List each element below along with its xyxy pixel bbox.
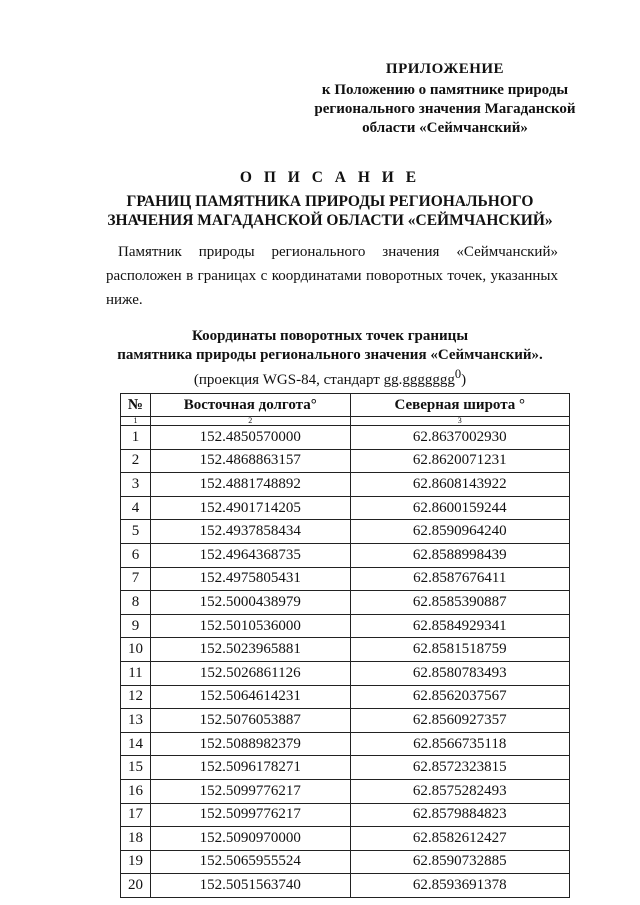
point-number-cell: 5	[121, 520, 151, 544]
longitude-cell: 152.4881748892	[150, 473, 350, 497]
table-caption	[60, 327, 600, 390]
latitude-cell: 62.8562037567	[350, 685, 569, 709]
latitude-cell: 62.8579884823	[350, 803, 569, 827]
point-number-cell: 15	[121, 756, 151, 780]
point-number-cell: 6	[121, 543, 151, 567]
table-row	[121, 473, 570, 497]
appendix-block	[300, 60, 590, 138]
caption-close: )	[461, 372, 467, 388]
longitude-cell: 152.4850570000	[150, 426, 350, 450]
point-number-cell: 19	[121, 850, 151, 874]
latitude-cell: 62.8585390887	[350, 591, 569, 615]
longitude-cell: 152.4901714205	[150, 496, 350, 520]
longitude-cell: 152.5023965881	[150, 638, 350, 662]
point-number-cell: 2	[121, 449, 151, 473]
latitude-cell: 62.8575282493	[350, 779, 569, 803]
point-number-cell: 7	[121, 567, 151, 591]
point-number-cell: 11	[121, 661, 151, 685]
longitude-cell: 152.5051563740	[150, 874, 350, 898]
latitude-cell: 62.8584929341	[350, 614, 569, 638]
index-cell: 3	[350, 417, 569, 426]
longitude-cell: 152.5076053887	[150, 709, 350, 733]
longitude-cell: 152.4975805431	[150, 567, 350, 591]
longitude-cell: 152.5026861126	[150, 661, 350, 685]
header-latitude: Северная широта °	[350, 394, 569, 417]
table-row	[121, 685, 570, 709]
longitude-cell: 152.5000438979	[150, 591, 350, 615]
latitude-cell: 62.8620071231	[350, 449, 569, 473]
table-row	[121, 827, 570, 851]
title-line-1: О П И С А Н И Е	[239, 169, 421, 186]
table-header-row	[121, 394, 570, 417]
latitude-cell: 62.8637002930	[350, 426, 569, 450]
longitude-cell: 152.5090970000	[150, 827, 350, 851]
point-number-cell: 3	[121, 473, 151, 497]
table-row	[121, 779, 570, 803]
longitude-cell: 152.5010536000	[150, 614, 350, 638]
document-title	[60, 168, 600, 230]
table-caption-line-2: памятника природы регионального значения «Сеймчанский».	[117, 347, 543, 363]
caption-degree-sup: 0	[454, 367, 462, 381]
point-number-cell: 8	[121, 591, 151, 615]
latitude-cell: 62.8572323815	[350, 756, 569, 780]
table-row	[121, 732, 570, 756]
latitude-cell: 62.8608143922	[350, 473, 569, 497]
latitude-cell: 62.8593691378	[350, 874, 569, 898]
table-row	[121, 591, 570, 615]
intro-paragraph: Памятник природы регионального значения «Сеймчанский» расположен в границах с координатами поворотных точек, указанных ниже.	[106, 244, 558, 308]
longitude-cell: 152.4868863157	[150, 449, 350, 473]
title-line-2: ГРАНИЦ ПАМЯТНИКА ПРИРОДЫ РЕГИОНАЛЬНОГО	[126, 193, 534, 210]
point-number-cell: 13	[121, 709, 151, 733]
table-row	[121, 496, 570, 520]
table-row	[121, 874, 570, 898]
table-body	[121, 426, 570, 898]
latitude-cell: 62.8600159244	[350, 496, 569, 520]
longitude-cell: 152.4964368735	[150, 543, 350, 567]
latitude-cell: 62.8560927357	[350, 709, 569, 733]
point-number-cell: 4	[121, 496, 151, 520]
appendix-line-3: области «Сеймчанский»	[362, 120, 528, 136]
header-longitude: Восточная долгота°	[150, 394, 350, 417]
table-row	[121, 449, 570, 473]
point-number-cell: 1	[121, 426, 151, 450]
latitude-cell: 62.8566735118	[350, 732, 569, 756]
header-number: №	[121, 394, 151, 417]
longitude-cell: 152.5088982379	[150, 732, 350, 756]
point-number-cell: 18	[121, 827, 151, 851]
caption-projection: (проекция WGS-84, стандарт gg.ggggggg	[193, 372, 455, 388]
table-row	[121, 567, 570, 591]
latitude-cell: 62.8590732885	[350, 850, 569, 874]
latitude-cell: 62.8581518759	[350, 638, 569, 662]
longitude-cell: 152.5099776217	[150, 803, 350, 827]
longitude-cell: 152.5064614231	[150, 685, 350, 709]
latitude-cell: 62.8588998439	[350, 543, 569, 567]
table-row	[121, 709, 570, 733]
point-number-cell: 12	[121, 685, 151, 709]
point-number-cell: 10	[121, 638, 151, 662]
latitude-cell: 62.8587676411	[350, 567, 569, 591]
table-index-row	[121, 417, 570, 426]
longitude-cell: 152.4937858434	[150, 520, 350, 544]
index-cell: 1	[121, 417, 151, 426]
longitude-cell: 152.5096178271	[150, 756, 350, 780]
table-row	[121, 614, 570, 638]
point-number-cell: 16	[121, 779, 151, 803]
table-row	[121, 426, 570, 450]
point-number-cell: 17	[121, 803, 151, 827]
appendix-heading: ПРИЛОЖЕНИЕ	[385, 61, 505, 77]
coordinates-table	[120, 393, 570, 898]
table-row	[121, 638, 570, 662]
longitude-cell: 152.5099776217	[150, 779, 350, 803]
title-line-3: ЗНАЧЕНИЯ МАГАДАНСКОЙ ОБЛАСТИ «СЕЙМЧАНСКИЙ»	[107, 212, 553, 229]
point-number-cell: 20	[121, 874, 151, 898]
latitude-cell: 62.8582612427	[350, 827, 569, 851]
table-row	[121, 520, 570, 544]
latitude-cell: 62.8580783493	[350, 661, 569, 685]
index-cell: 2	[150, 417, 350, 426]
table-row	[121, 803, 570, 827]
table-row	[121, 543, 570, 567]
longitude-cell: 152.5065955524	[150, 850, 350, 874]
table-row	[121, 756, 570, 780]
point-number-cell: 14	[121, 732, 151, 756]
table-caption-line-1: Координаты поворотных точек границы	[191, 328, 469, 344]
table-row	[121, 661, 570, 685]
table-row	[121, 850, 570, 874]
appendix-line-2: регионального значения Магаданской	[314, 101, 576, 117]
point-number-cell: 9	[121, 614, 151, 638]
table-caption-line-3	[60, 365, 600, 390]
latitude-cell: 62.8590964240	[350, 520, 569, 544]
appendix-line-1: к Положению о памятнике природы	[321, 82, 569, 98]
